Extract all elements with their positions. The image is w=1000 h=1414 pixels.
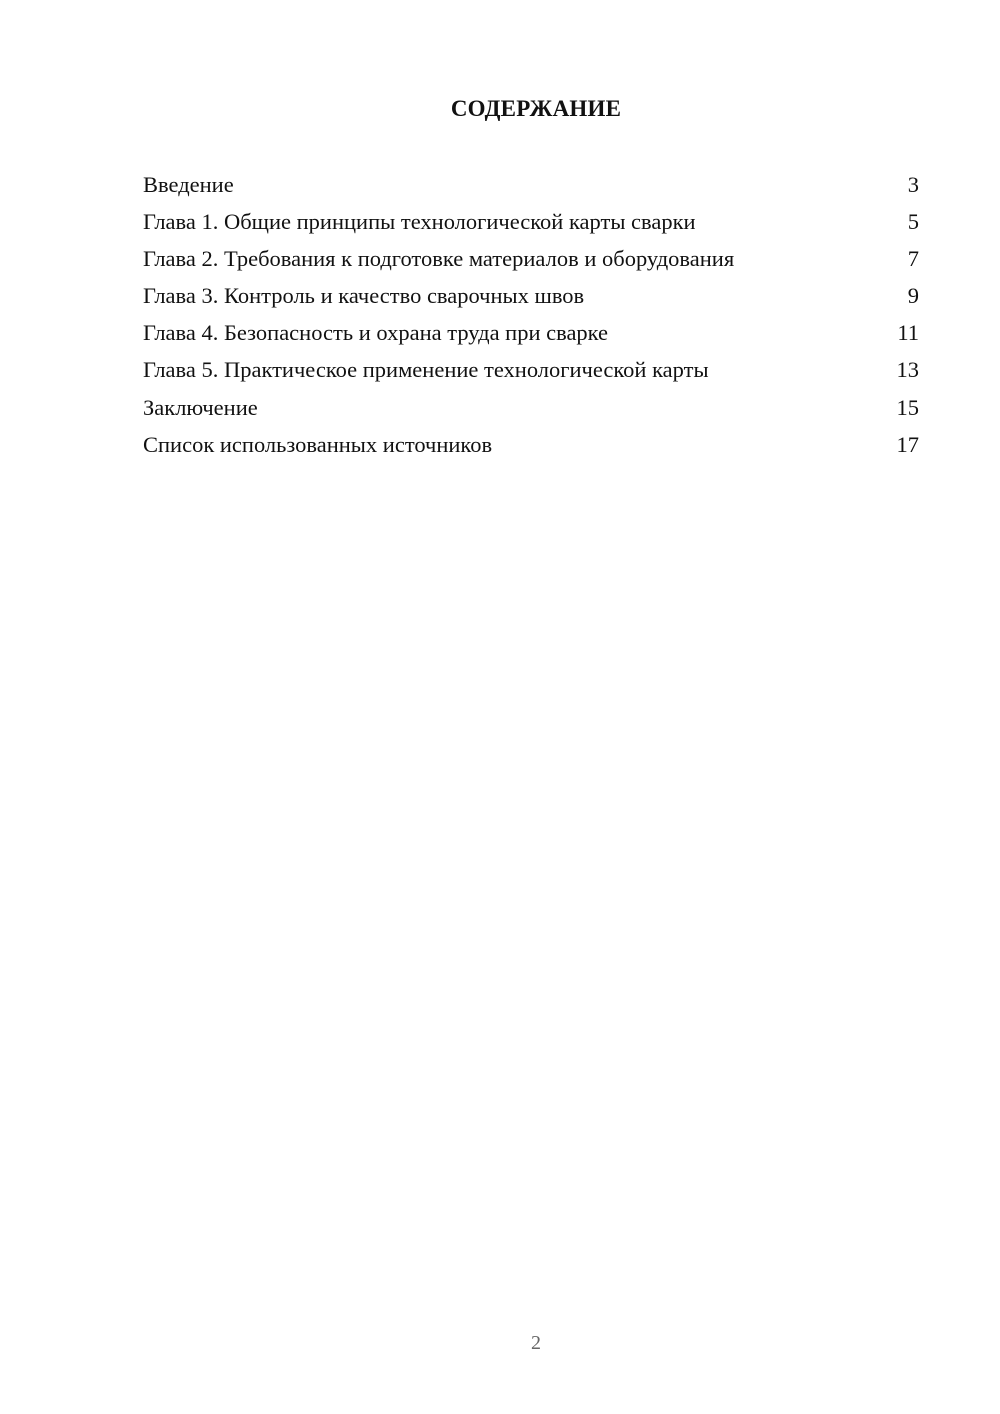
toc-entry-title: Глава 5. Практическое применение технологической карты <box>143 357 709 383</box>
toc-entry <box>143 353 919 390</box>
toc-entry-page: 13 <box>896 357 919 383</box>
toc-entry-page: 3 <box>907 172 919 197</box>
toc-entry <box>143 168 919 205</box>
toc-entry <box>143 316 919 353</box>
toc-entry-title: Глава 4. Безопасность и охрана труда при сварке <box>143 320 609 346</box>
toc-entry-page: 9 <box>907 283 919 309</box>
table-of-contents <box>143 168 919 465</box>
toc-entry-title: Глава 1. Общие принципы технологической карты сварки <box>143 209 696 235</box>
toc-entry-title: Заключение <box>143 394 258 420</box>
toc-entry-title: Список использованных источников <box>143 431 493 457</box>
toc-heading: СОДЕРЖАНИЕ <box>450 96 622 121</box>
toc-entry-title: Введение <box>143 172 234 197</box>
toc-entry-title: Глава 2. Требования к подготовке материалов и оборудования <box>143 246 735 272</box>
toc-entry-page: 17 <box>896 431 919 457</box>
toc-entry-title: Глава 3. Контроль и качество сварочных швов <box>143 283 585 309</box>
toc-entry-page: 15 <box>896 394 919 420</box>
toc-entry <box>143 279 919 316</box>
toc-entry <box>143 391 919 428</box>
toc-entry <box>143 242 919 279</box>
toc-entry <box>143 428 919 465</box>
page-number: 2 <box>531 1332 541 1354</box>
toc-entry-page: 11 <box>897 320 919 346</box>
toc-entry-page: 5 <box>907 209 919 235</box>
toc-entry <box>143 205 919 242</box>
toc-entry-page: 7 <box>907 246 919 272</box>
